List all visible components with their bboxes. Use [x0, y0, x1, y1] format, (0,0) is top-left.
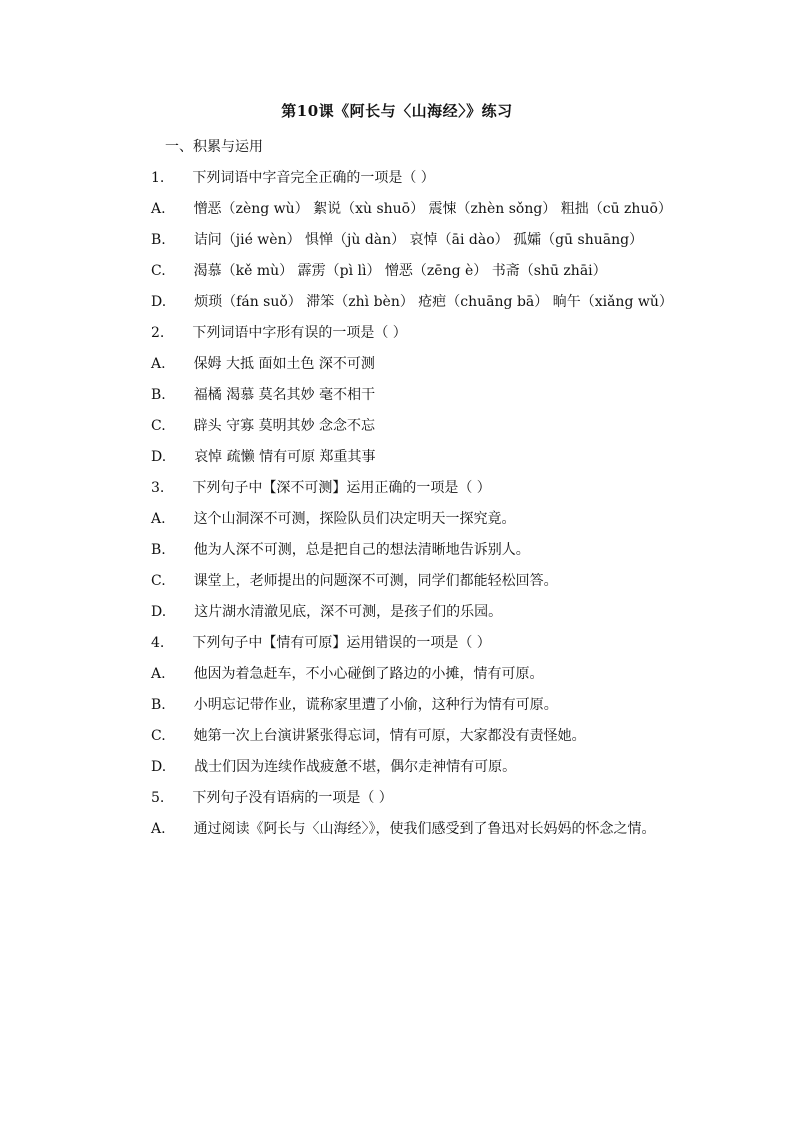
option-label: A.	[151, 356, 166, 372]
option-text: 这个山洞深不可测，探险队员们决定明天一探究竟。	[193, 511, 516, 527]
question-stem: 下列句子中【深不可测】运用正确的一项是（ ）	[192, 480, 491, 496]
question-5	[118, 783, 674, 814]
option-label: C.	[151, 573, 166, 589]
question-4-option-d	[118, 752, 674, 783]
question-5-option-a	[118, 814, 674, 845]
question-stem: 下列词语中字音完全正确的一项是（ ）	[192, 170, 435, 186]
option-text: 通过阅读《阿长与〈山海经〉》，使我们感受到了鲁迅对长妈妈的怀念之情。	[193, 821, 656, 837]
option-label: A.	[151, 511, 166, 527]
question-4	[118, 628, 674, 659]
question-3-option-c	[118, 566, 674, 597]
option-label: D.	[151, 294, 167, 310]
question-3	[118, 473, 674, 504]
option-text: 这片湖水清澈见底，深不可测，是孩子们的乐园。	[194, 604, 503, 620]
question-2-option-b	[118, 380, 674, 411]
question-2-option-a	[118, 349, 674, 380]
option-label: C.	[151, 263, 166, 279]
question-number: 1.	[151, 170, 165, 186]
question-3-option-b	[118, 535, 674, 566]
option-label: A.	[151, 666, 166, 682]
question-2	[118, 318, 674, 349]
option-text: 福橘 渴慕 莫名其妙 毫不相干	[193, 387, 376, 403]
question-number: 5.	[151, 790, 165, 806]
question-stem: 下列词语中字形有误的一项是（ ）	[192, 325, 407, 341]
question-3-option-d	[118, 597, 674, 628]
question-1-option-a	[118, 194, 674, 225]
question-3-option-a	[118, 504, 674, 535]
option-text: 烦琐（fán suǒ） 滞笨（zhì bèn） 疮疤（chuāng bā） 晌午（xiǎng wǔ）	[194, 294, 673, 310]
option-label: D.	[151, 449, 167, 465]
question-stem: 下列句子中【情有可原】运用错误的一项是（ ）	[192, 635, 491, 651]
option-text: 课堂上，老师提出的问题深不可测，同学们都能轻松回答。	[193, 573, 558, 589]
question-number: 4.	[151, 635, 165, 651]
question-number: 3.	[151, 480, 165, 496]
option-label: C.	[151, 728, 166, 744]
question-1-option-c	[118, 256, 674, 287]
question-1	[118, 163, 674, 194]
document-title: 第10课《阿长与〈山海经〉》练习	[281, 102, 513, 120]
option-label: B.	[151, 542, 166, 558]
question-1-option-d	[118, 287, 674, 318]
option-text: 憎恶（zèng wù） 絮说（xù shuō） 震悚（zhèn sǒng） 粗拙（cū zhuō）	[193, 201, 672, 217]
question-4-option-a	[118, 659, 674, 690]
option-label: C.	[151, 418, 166, 434]
option-label: D.	[151, 604, 167, 620]
question-number: 2.	[151, 325, 165, 341]
document-body	[118, 132, 674, 845]
option-text: 保姆 大抵 面如土色 深不可测	[193, 356, 375, 372]
option-text: 小明忘记带作业，谎称家里遭了小偷，这种行为情有可原。	[193, 697, 558, 713]
option-text: 她第一次上台演讲紧张得忘词，情有可原，大家都没有责怪她。	[193, 728, 586, 744]
question-4-option-c	[118, 721, 674, 752]
option-text: 他为人深不可测，总是把自己的想法清晰地告诉别人。	[193, 542, 530, 558]
option-label: B.	[151, 387, 166, 403]
question-2-option-c	[118, 411, 674, 442]
option-text: 他因为着急赶车，不小心碰倒了路边的小摊，情有可原。	[193, 666, 544, 682]
option-label: A.	[151, 821, 166, 837]
question-4-option-b	[118, 690, 674, 721]
section-heading: 一、积累与运用	[165, 139, 263, 155]
question-stem: 下列句子没有语病的一项是（ ）	[192, 790, 393, 806]
option-text: 哀悼 疏懒 情有可原 郑重其事	[194, 449, 376, 465]
option-label: B.	[151, 232, 166, 248]
option-text: 渴慕（kě mù） 霹雳（pì lì） 憎恶（zēng è） 书斋（shū zhāi）	[193, 263, 607, 279]
option-text: 战士们因为连续作战疲惫不堪，偶尔走神情有可原。	[194, 759, 517, 775]
question-1-option-b	[118, 225, 674, 256]
option-label: B.	[151, 697, 166, 713]
option-text: 辟头 守寡 莫明其妙 念念不忘	[193, 418, 376, 434]
option-label: A.	[151, 201, 166, 217]
option-label: D.	[151, 759, 167, 775]
option-text: 诘问（jié wèn） 惧惮（jù dàn） 哀悼（āi dào） 孤孀（gū shuāng）	[193, 232, 644, 248]
question-2-option-d	[118, 442, 674, 473]
